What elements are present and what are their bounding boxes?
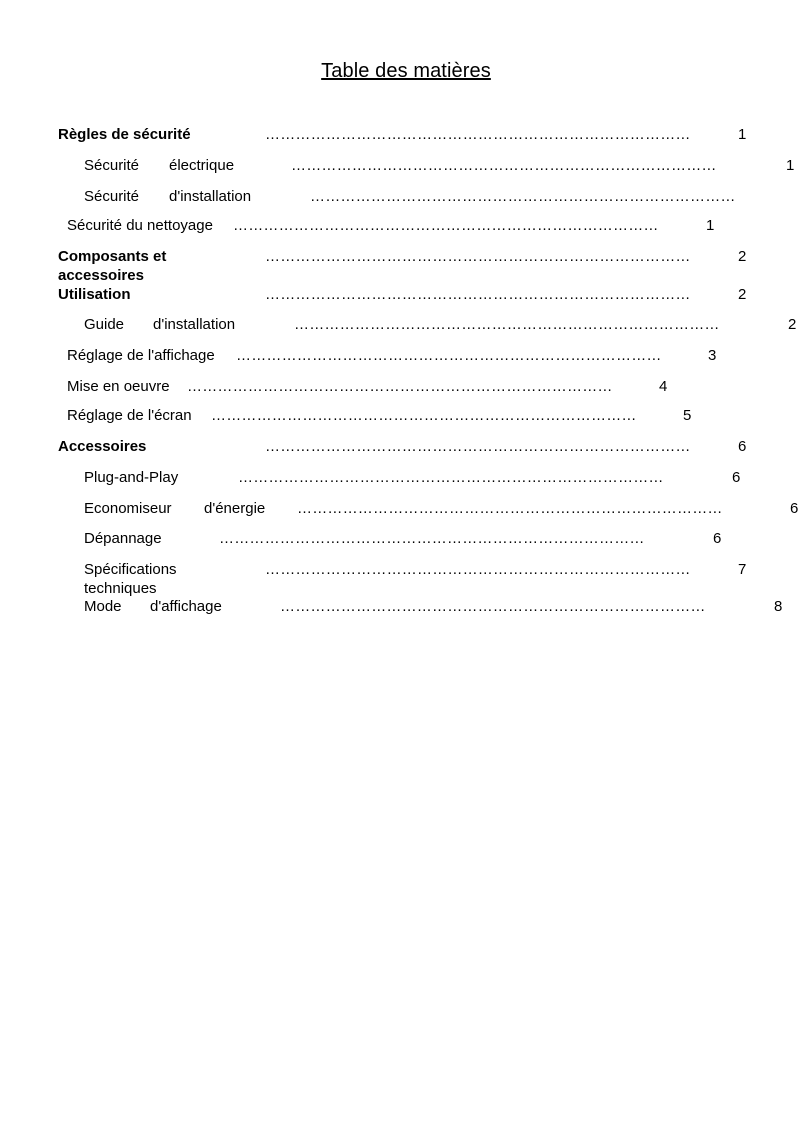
toc-entry-label: électrique bbox=[169, 157, 235, 174]
toc-page-number: 4 bbox=[659, 378, 668, 395]
toc-leader: ………………………………………………………………………… bbox=[233, 217, 659, 234]
toc-entry-label: Economiseur bbox=[84, 500, 172, 517]
toc-entry-label: Composants et bbox=[58, 248, 167, 265]
toc-entry-label: Sécurité du nettoyage bbox=[67, 217, 213, 234]
toc-entry-label: accessoires bbox=[58, 267, 144, 284]
toc-page-number: 7 bbox=[738, 561, 747, 578]
toc-leader: ………………………………………………………………………… bbox=[297, 500, 723, 517]
toc-entry-label: Mise en oeuvre bbox=[67, 378, 170, 395]
toc-leader: ………………………………………………………………………… bbox=[238, 469, 664, 486]
toc-page-number: 2 bbox=[738, 286, 747, 303]
toc-page-number: 6 bbox=[790, 500, 799, 517]
toc-entry-label: Plug-and-Play bbox=[84, 469, 179, 486]
toc-page-number: 2 bbox=[738, 248, 747, 265]
toc-leader: ………………………………………………………………………… bbox=[187, 378, 613, 395]
toc-entry-label: Sécurité bbox=[84, 188, 140, 205]
toc-page-number: 1 bbox=[738, 126, 747, 143]
toc-leader: ………………………………………………………………………… bbox=[291, 157, 717, 174]
toc-leader: ………………………………………………………………………… bbox=[219, 530, 645, 547]
toc-leader: ………………………………………………………………………… bbox=[211, 407, 637, 424]
toc-entry-label: Utilisation bbox=[58, 286, 131, 303]
toc-entry-label: Mode bbox=[84, 598, 122, 615]
toc-leader: ………………………………………………………………………… bbox=[294, 316, 720, 333]
toc-entry-label: Sécurité bbox=[84, 157, 140, 174]
toc-page-number: 6 bbox=[738, 438, 747, 455]
toc-entry-label: Accessoires bbox=[58, 438, 147, 455]
toc-entry-label: techniques bbox=[84, 580, 157, 597]
toc-page-number: 5 bbox=[683, 407, 692, 424]
toc-leader: ………………………………………………………………………… bbox=[265, 438, 691, 455]
toc-entry-label: Réglage de l'affichage bbox=[67, 347, 215, 364]
toc-leader: ………………………………………………………………………… bbox=[280, 598, 706, 615]
toc-page-number: 8 bbox=[774, 598, 783, 615]
toc-page-number: 6 bbox=[732, 469, 741, 486]
toc-entry-label: Guide bbox=[84, 316, 125, 333]
toc-entry-label: Spécifications bbox=[84, 561, 177, 578]
toc-entry-label: d'affichage bbox=[150, 598, 222, 615]
toc-entry-label: d'installation bbox=[169, 188, 252, 205]
toc-page-number: 1 bbox=[786, 157, 795, 174]
toc-leader: ………………………………………………………………………… bbox=[236, 347, 662, 364]
toc-page-number: 3 bbox=[708, 347, 717, 364]
toc-title: Table des matières bbox=[321, 60, 491, 82]
toc-page-number: 1 bbox=[706, 217, 715, 234]
toc-entry-label: d'installation bbox=[153, 316, 236, 333]
toc-page-number: 2 bbox=[788, 316, 797, 333]
toc-entry-label: d'énergie bbox=[204, 500, 266, 517]
toc-leader: ………………………………………………………………………… bbox=[310, 188, 736, 205]
toc-entry-label: Réglage de l'écran bbox=[67, 407, 192, 424]
toc-leader: ………………………………………………………………………… bbox=[265, 561, 691, 578]
toc-leader: ………………………………………………………………………… bbox=[265, 248, 691, 265]
toc-page-number: 6 bbox=[713, 530, 722, 547]
toc-leader: ………………………………………………………………………… bbox=[265, 126, 691, 143]
toc-entry-label: Règles de sécurité bbox=[58, 126, 191, 143]
toc-leader: ………………………………………………………………………… bbox=[265, 286, 691, 303]
toc-entry-label: Dépannage bbox=[84, 530, 162, 547]
